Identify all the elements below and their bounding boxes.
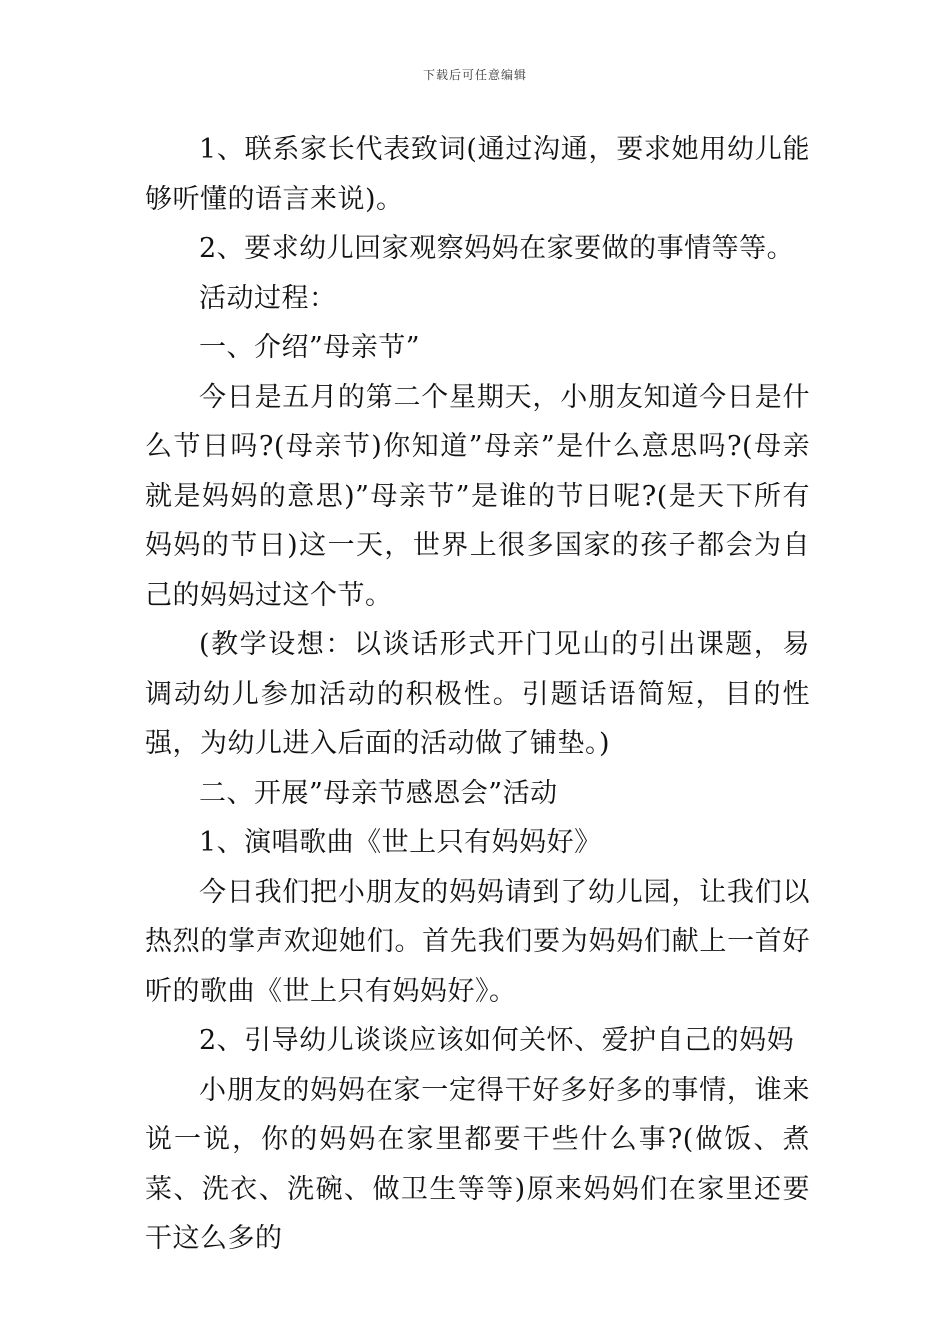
section-heading-process: 活动过程：: [199, 282, 337, 314]
paragraph-song: 今日我们把小朋友的妈妈请到了幼儿园，让我们以热烈的掌声欢迎她们。首先我们要为妈妈们献上一首好听的歌曲《世上只有妈妈好》。: [145, 876, 810, 1007]
paragraph-care: 小朋友的妈妈在家一定得干好多好多的事情，谁来说一说，你的妈妈在家里都要干些什么事?(做饭、煮菜、洗衣、洗碗、做卫生等等)原来妈妈们在家里还要干这么多的: [145, 1074, 810, 1254]
subheading-care: 2、引导幼儿谈谈应该如何关怀、爱护自己的妈妈: [199, 1025, 795, 1056]
paragraph-intro: 今日是五月的第二个星期天，小朋友知道今日是什么节日吗?(母亲节)你知道”母亲”是什么意思吗?(母亲就是妈妈的意思)”母亲节”是谁的节日呢?(是天下所有妈妈的节日)这一天，世界上很多国家的孩子都会为自己的妈妈过这个节。: [145, 381, 810, 611]
header-note: 下载后可任意编辑: [422, 68, 527, 82]
subheading-song: 1、演唱歌曲《世上只有妈妈好》: [199, 827, 602, 858]
section-heading-part-one: 一、介绍”母亲节”: [199, 332, 421, 363]
section-heading-part-two: 二、开展”母亲节感恩会”活动: [199, 777, 558, 809]
document-body: [145, 125, 810, 1264]
paragraph-design-note: (教学设想：以谈话形式开门见山的引出课题，易调动幼儿参加活动的积极性。引题话语简短，目的性强，为幼儿进入后面的活动做了铺垫。): [145, 629, 810, 759]
paragraph-prep-1: 1、联系家长代表致词(通过沟通，要求她用幼儿能够听懂的语言来说)。: [145, 134, 810, 215]
paragraph-prep-2: 2、要求幼儿回家观察妈妈在家要做的事情等等。: [199, 233, 795, 264]
